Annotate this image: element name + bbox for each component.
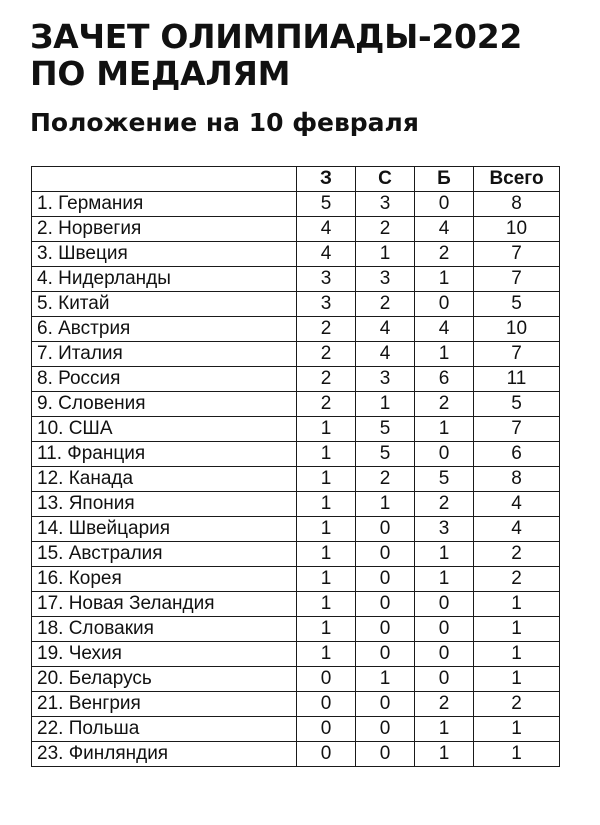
country-cell: 3. Швеция	[32, 242, 297, 267]
total-cell: 11	[474, 367, 560, 392]
bronze-cell: 1	[415, 417, 474, 442]
total-cell: 4	[474, 492, 560, 517]
gold-cell: 3	[297, 267, 356, 292]
table-row	[32, 492, 560, 517]
gold-cell: 1	[297, 417, 356, 442]
country-cell: 4. Нидерланды	[32, 267, 297, 292]
table-row	[32, 367, 560, 392]
gold-cell: 1	[297, 567, 356, 592]
total-cell: 2	[474, 542, 560, 567]
silver-cell: 0	[356, 642, 415, 667]
total-cell: 1	[474, 617, 560, 642]
gold-cell: 0	[297, 742, 356, 767]
gold-cell: 2	[297, 367, 356, 392]
bronze-cell: 1	[415, 717, 474, 742]
silver-cell: 4	[356, 342, 415, 367]
gold-cell: 4	[297, 217, 356, 242]
bronze-cell: 4	[415, 317, 474, 342]
bronze-cell: 0	[415, 442, 474, 467]
total-cell: 7	[474, 417, 560, 442]
table-row	[32, 667, 560, 692]
bronze-cell: 3	[415, 517, 474, 542]
bronze-cell: 1	[415, 542, 474, 567]
country-cell: 8. Россия	[32, 367, 297, 392]
bronze-cell: 0	[415, 642, 474, 667]
country-cell: 11. Франция	[32, 442, 297, 467]
country-cell: 6. Австрия	[32, 317, 297, 342]
table-row	[32, 742, 560, 767]
total-cell: 7	[474, 267, 560, 292]
header-gold: З	[297, 167, 356, 192]
silver-cell: 3	[356, 192, 415, 217]
gold-cell: 1	[297, 517, 356, 542]
title-line-2: ПО МЕДАЛЯМ	[30, 54, 291, 93]
table-row	[32, 267, 560, 292]
gold-cell: 0	[297, 717, 356, 742]
total-cell: 8	[474, 467, 560, 492]
gold-cell: 2	[297, 392, 356, 417]
table-row	[32, 192, 560, 217]
silver-cell: 0	[356, 567, 415, 592]
table-row	[32, 417, 560, 442]
country-cell: 19. Чехия	[32, 642, 297, 667]
gold-cell: 5	[297, 192, 356, 217]
country-cell: 7. Италия	[32, 342, 297, 367]
gold-cell: 1	[297, 617, 356, 642]
bronze-cell: 4	[415, 217, 474, 242]
bronze-cell: 1	[415, 742, 474, 767]
total-cell: 7	[474, 242, 560, 267]
gold-cell: 2	[297, 317, 356, 342]
country-cell: 5. Китай	[32, 292, 297, 317]
total-cell: 1	[474, 717, 560, 742]
table-row	[32, 692, 560, 717]
table-row	[32, 642, 560, 667]
header-bronze: Б	[415, 167, 474, 192]
table-row	[32, 617, 560, 642]
table-row	[32, 292, 560, 317]
table-header-row	[32, 167, 560, 192]
country-cell: 15. Австралия	[32, 542, 297, 567]
table-body	[32, 192, 560, 767]
bronze-cell: 2	[415, 242, 474, 267]
table-row	[32, 567, 560, 592]
country-cell: 10. США	[32, 417, 297, 442]
silver-cell: 0	[356, 517, 415, 542]
bronze-cell: 2	[415, 392, 474, 417]
silver-cell: 5	[356, 417, 415, 442]
bronze-cell: 1	[415, 567, 474, 592]
silver-cell: 1	[356, 392, 415, 417]
country-cell: 16. Корея	[32, 567, 297, 592]
silver-cell: 3	[356, 367, 415, 392]
table-row	[32, 592, 560, 617]
gold-cell: 3	[297, 292, 356, 317]
silver-cell: 2	[356, 292, 415, 317]
silver-cell: 1	[356, 667, 415, 692]
bronze-cell: 1	[415, 342, 474, 367]
bronze-cell: 0	[415, 592, 474, 617]
table-row	[32, 342, 560, 367]
page-subtitle: Положение на 10 февраля	[30, 108, 419, 137]
medal-table	[31, 166, 560, 767]
gold-cell: 1	[297, 442, 356, 467]
table-row	[32, 217, 560, 242]
total-cell: 1	[474, 642, 560, 667]
title-line-1: ЗАЧЕТ ОЛИМПИАДЫ-2022	[30, 17, 523, 56]
silver-cell: 3	[356, 267, 415, 292]
country-cell: 23. Финляндия	[32, 742, 297, 767]
table-row	[32, 467, 560, 492]
silver-cell: 0	[356, 742, 415, 767]
total-cell: 5	[474, 292, 560, 317]
bronze-cell: 2	[415, 692, 474, 717]
bronze-cell: 0	[415, 192, 474, 217]
header-silver: С	[356, 167, 415, 192]
bronze-cell: 0	[415, 292, 474, 317]
country-cell: 2. Норвегия	[32, 217, 297, 242]
total-cell: 6	[474, 442, 560, 467]
silver-cell: 4	[356, 317, 415, 342]
table-row	[32, 242, 560, 267]
country-cell: 12. Канада	[32, 467, 297, 492]
silver-cell: 1	[356, 492, 415, 517]
country-cell: 9. Словения	[32, 392, 297, 417]
table-row	[32, 542, 560, 567]
page-title	[30, 18, 590, 92]
gold-cell: 0	[297, 692, 356, 717]
total-cell: 1	[474, 742, 560, 767]
gold-cell: 1	[297, 492, 356, 517]
total-cell: 2	[474, 567, 560, 592]
country-cell: 22. Польша	[32, 717, 297, 742]
bronze-cell: 0	[415, 667, 474, 692]
total-cell: 2	[474, 692, 560, 717]
total-cell: 10	[474, 217, 560, 242]
silver-cell: 5	[356, 442, 415, 467]
table-row	[32, 442, 560, 467]
silver-cell: 0	[356, 542, 415, 567]
total-cell: 1	[474, 667, 560, 692]
gold-cell: 4	[297, 242, 356, 267]
silver-cell: 0	[356, 692, 415, 717]
bronze-cell: 5	[415, 467, 474, 492]
gold-cell: 0	[297, 667, 356, 692]
silver-cell: 0	[356, 617, 415, 642]
bronze-cell: 0	[415, 617, 474, 642]
header-country	[32, 167, 297, 192]
country-cell: 21. Венгрия	[32, 692, 297, 717]
gold-cell: 2	[297, 342, 356, 367]
country-cell: 14. Швейцария	[32, 517, 297, 542]
gold-cell: 1	[297, 467, 356, 492]
country-cell: 17. Новая Зеландия	[32, 592, 297, 617]
country-cell: 18. Словакия	[32, 617, 297, 642]
bronze-cell: 2	[415, 492, 474, 517]
silver-cell: 0	[356, 717, 415, 742]
table-row	[32, 392, 560, 417]
total-cell: 4	[474, 517, 560, 542]
header-total: Всего	[474, 167, 560, 192]
silver-cell: 0	[356, 592, 415, 617]
table-row	[32, 317, 560, 342]
total-cell: 1	[474, 592, 560, 617]
total-cell: 5	[474, 392, 560, 417]
country-cell: 1. Германия	[32, 192, 297, 217]
bronze-cell: 6	[415, 367, 474, 392]
country-cell: 13. Япония	[32, 492, 297, 517]
silver-cell: 1	[356, 242, 415, 267]
bronze-cell: 1	[415, 267, 474, 292]
total-cell: 8	[474, 192, 560, 217]
table-row	[32, 717, 560, 742]
table-row	[32, 517, 560, 542]
gold-cell: 1	[297, 542, 356, 567]
total-cell: 10	[474, 317, 560, 342]
total-cell: 7	[474, 342, 560, 367]
country-cell: 20. Беларусь	[32, 667, 297, 692]
gold-cell: 1	[297, 592, 356, 617]
silver-cell: 2	[356, 217, 415, 242]
silver-cell: 2	[356, 467, 415, 492]
gold-cell: 1	[297, 642, 356, 667]
